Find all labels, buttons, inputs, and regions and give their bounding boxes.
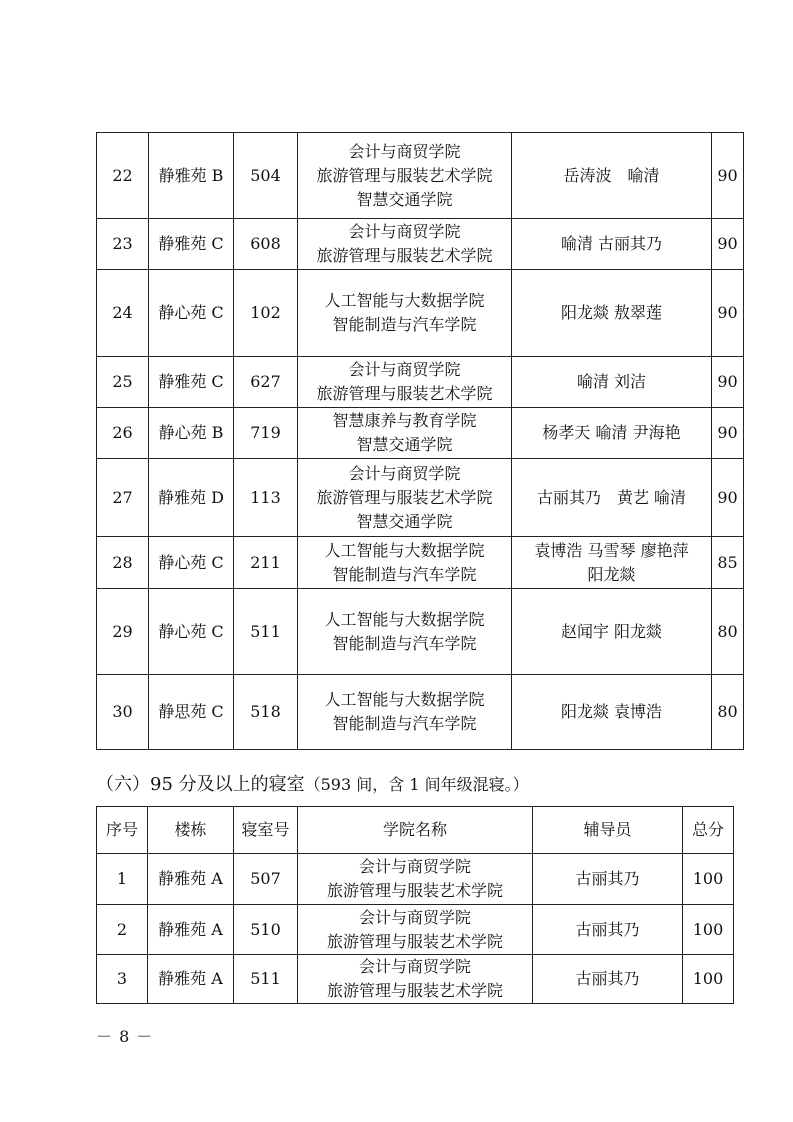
cell-counselors — [533, 854, 683, 905]
table-row — [97, 408, 744, 459]
cell-colleges-line: 旅游管理与服装艺术学院 — [316, 384, 493, 403]
cell-room: 511 — [234, 955, 298, 1004]
section-heading — [96, 770, 529, 796]
cell-serial: 23 — [97, 219, 149, 270]
cell-score: 90 — [712, 219, 744, 270]
cell-colleges-line: 智慧交通学院 — [356, 189, 453, 209]
cell-score: 90 — [712, 459, 744, 537]
dormitory-table-body — [97, 133, 744, 750]
cell-counselors-line: 喻清 古丽其乃 — [560, 234, 663, 253]
cell-colleges-line: 人工智能与大数据学院 — [324, 291, 485, 310]
cell-colleges-line: 人工智能与大数据学院 — [324, 609, 485, 629]
cell-building: 静雅苑 A — [148, 955, 234, 1004]
cell-colleges-line: 智能制造与汽车学院 — [332, 564, 477, 584]
cell-colleges-line: 智能制造与汽车学院 — [332, 633, 477, 653]
cell-counselors-line: 杨孝天 喻清 尹海艳 — [542, 423, 681, 442]
cell-room: 510 — [234, 905, 298, 955]
cell-room: 627 — [234, 357, 298, 408]
cell-colleges-line: 会计与商贸学院 — [358, 907, 471, 927]
table-row — [97, 270, 744, 357]
cell-counselors-line: 喻清 刘洁 — [576, 372, 647, 391]
cell-colleges-line: 旅游管理与服装艺术学院 — [326, 981, 503, 1000]
cell-counselors — [512, 459, 712, 537]
cell-room: 211 — [234, 537, 298, 589]
table-header-row — [97, 807, 734, 854]
table-row — [97, 537, 744, 589]
cell-score: 100 — [683, 854, 734, 905]
cell-colleges-line: 旅游管理与服装艺术学院 — [316, 487, 493, 507]
cell-colleges-line: 会计与商贸学院 — [348, 141, 461, 161]
cell-colleges — [298, 675, 512, 750]
header-building: 楼栋 — [148, 807, 234, 854]
table-row — [97, 955, 734, 1004]
cell-colleges — [298, 955, 533, 1004]
cell-colleges — [298, 357, 512, 408]
cell-counselors — [533, 955, 683, 1004]
cell-serial: 28 — [97, 537, 149, 589]
cell-counselors-line: 阳龙燚 — [587, 564, 636, 584]
cell-building: 静思苑 C — [149, 675, 234, 750]
cell-serial: 2 — [97, 905, 148, 955]
page-number: － 8 － — [96, 1027, 154, 1046]
cell-colleges-line: 智能制造与汽车学院 — [332, 714, 477, 733]
cell-colleges-line: 智慧交通学院 — [356, 511, 453, 531]
table-row — [97, 357, 744, 408]
cell-room: 511 — [234, 589, 298, 675]
cell-counselors-line: 阳龙燚 袁博浩 — [560, 702, 663, 721]
header-serial: 序号 — [97, 807, 148, 854]
dormitory-table-95-plus — [96, 806, 734, 1004]
cell-room: 719 — [234, 408, 298, 459]
cell-colleges — [298, 270, 512, 357]
cell-building: 静心苑 C — [149, 270, 234, 357]
cell-colleges — [298, 459, 512, 537]
cell-score: 90 — [712, 357, 744, 408]
cell-score: 100 — [683, 955, 734, 1004]
cell-colleges — [298, 905, 533, 955]
cell-colleges-line: 旅游管理与服装艺术学院 — [326, 881, 503, 900]
cell-colleges-line: 会计与商贸学院 — [358, 857, 471, 876]
cell-serial: 30 — [97, 675, 149, 750]
cell-serial: 27 — [97, 459, 149, 537]
cell-colleges — [298, 219, 512, 270]
table-row — [97, 589, 744, 675]
cell-counselors-line: 赵闻宇 阳龙燚 — [560, 621, 663, 641]
header-counselor: 辅导员 — [533, 807, 683, 854]
cell-room: 504 — [234, 133, 298, 219]
cell-colleges-line: 人工智能与大数据学院 — [324, 540, 485, 560]
cell-colleges — [298, 537, 512, 589]
cell-building: 静雅苑 A — [148, 905, 234, 955]
cell-colleges — [298, 854, 533, 905]
cell-building: 静雅苑 B — [149, 133, 234, 219]
cell-building: 静雅苑 C — [149, 357, 234, 408]
section-note: （593 间，含 1 间年级混寝。） — [304, 775, 529, 794]
cell-counselors — [512, 408, 712, 459]
cell-colleges — [298, 408, 512, 459]
cell-serial: 22 — [97, 133, 149, 219]
dormitory-table-continued — [96, 132, 744, 750]
cell-counselors-line: 古丽其乃 — [575, 869, 640, 888]
cell-counselors — [512, 219, 712, 270]
header-score: 总分 — [683, 807, 734, 854]
cell-room: 113 — [234, 459, 298, 537]
cell-room: 102 — [234, 270, 298, 357]
cell-score: 80 — [712, 589, 744, 675]
cell-building: 静心苑 B — [149, 408, 234, 459]
cell-counselors-line: 岳涛波 喻清 — [563, 165, 660, 185]
cell-score: 80 — [712, 675, 744, 750]
cell-colleges-line: 智能制造与汽车学院 — [332, 315, 477, 334]
table-row — [97, 854, 734, 905]
cell-room: 518 — [234, 675, 298, 750]
cell-counselors — [512, 133, 712, 219]
cell-counselors-line: 袁博浩 马雪琴 廖艳萍 — [534, 540, 689, 560]
cell-counselors — [533, 905, 683, 955]
cell-serial: 25 — [97, 357, 149, 408]
table-row — [97, 675, 744, 750]
cell-room: 608 — [234, 219, 298, 270]
cell-serial: 29 — [97, 589, 149, 675]
cell-colleges-line: 会计与商贸学院 — [348, 463, 461, 483]
cell-score: 90 — [712, 270, 744, 357]
cell-colleges-line: 旅游管理与服装艺术学院 — [326, 931, 503, 951]
cell-serial: 24 — [97, 270, 149, 357]
cell-building: 静心苑 C — [149, 537, 234, 589]
table-row — [97, 219, 744, 270]
cell-serial: 26 — [97, 408, 149, 459]
cell-building: 静雅苑 C — [149, 219, 234, 270]
cell-colleges-line: 人工智能与大数据学院 — [324, 690, 485, 709]
cell-building: 静雅苑 D — [149, 459, 234, 537]
cell-score: 100 — [683, 905, 734, 955]
cell-counselors — [512, 675, 712, 750]
cell-score: 90 — [712, 408, 744, 459]
cell-colleges-line: 会计与商贸学院 — [348, 360, 461, 379]
dormitory-table-body — [97, 854, 734, 1004]
cell-colleges — [298, 133, 512, 219]
cell-colleges-line: 旅游管理与服装艺术学院 — [316, 246, 493, 265]
cell-building: 静心苑 C — [149, 589, 234, 675]
cell-colleges-line: 会计与商贸学院 — [348, 222, 461, 241]
cell-colleges — [298, 589, 512, 675]
cell-counselors-line: 古丽其乃 — [575, 919, 640, 939]
cell-building: 静雅苑 A — [148, 854, 234, 905]
header-college: 学院名称 — [298, 807, 533, 854]
cell-colleges-line: 会计与商贸学院 — [358, 957, 471, 976]
section-title: （六）95 分及以上的寝室 — [96, 774, 305, 795]
table-row — [97, 459, 744, 537]
cell-score: 90 — [712, 133, 744, 219]
cell-counselors-line: 古丽其乃 黄艺 喻清 — [536, 487, 687, 507]
cell-counselors — [512, 357, 712, 408]
cell-counselors-line: 阳龙燚 敖翠莲 — [560, 303, 663, 322]
cell-counselors — [512, 270, 712, 357]
cell-counselors — [512, 589, 712, 675]
cell-serial: 1 — [97, 854, 148, 905]
table-row — [97, 133, 744, 219]
cell-room: 507 — [234, 854, 298, 905]
cell-counselors — [512, 537, 712, 589]
cell-colleges-line: 智慧交通学院 — [356, 435, 453, 454]
cell-colleges-line: 旅游管理与服装艺术学院 — [316, 165, 493, 185]
cell-colleges-line: 智慧康养与教育学院 — [332, 411, 477, 430]
cell-counselors-line: 古丽其乃 — [575, 969, 640, 988]
header-room: 寝室号 — [234, 807, 298, 854]
cell-serial: 3 — [97, 955, 148, 1004]
table-row — [97, 905, 734, 955]
cell-score: 85 — [712, 537, 744, 589]
